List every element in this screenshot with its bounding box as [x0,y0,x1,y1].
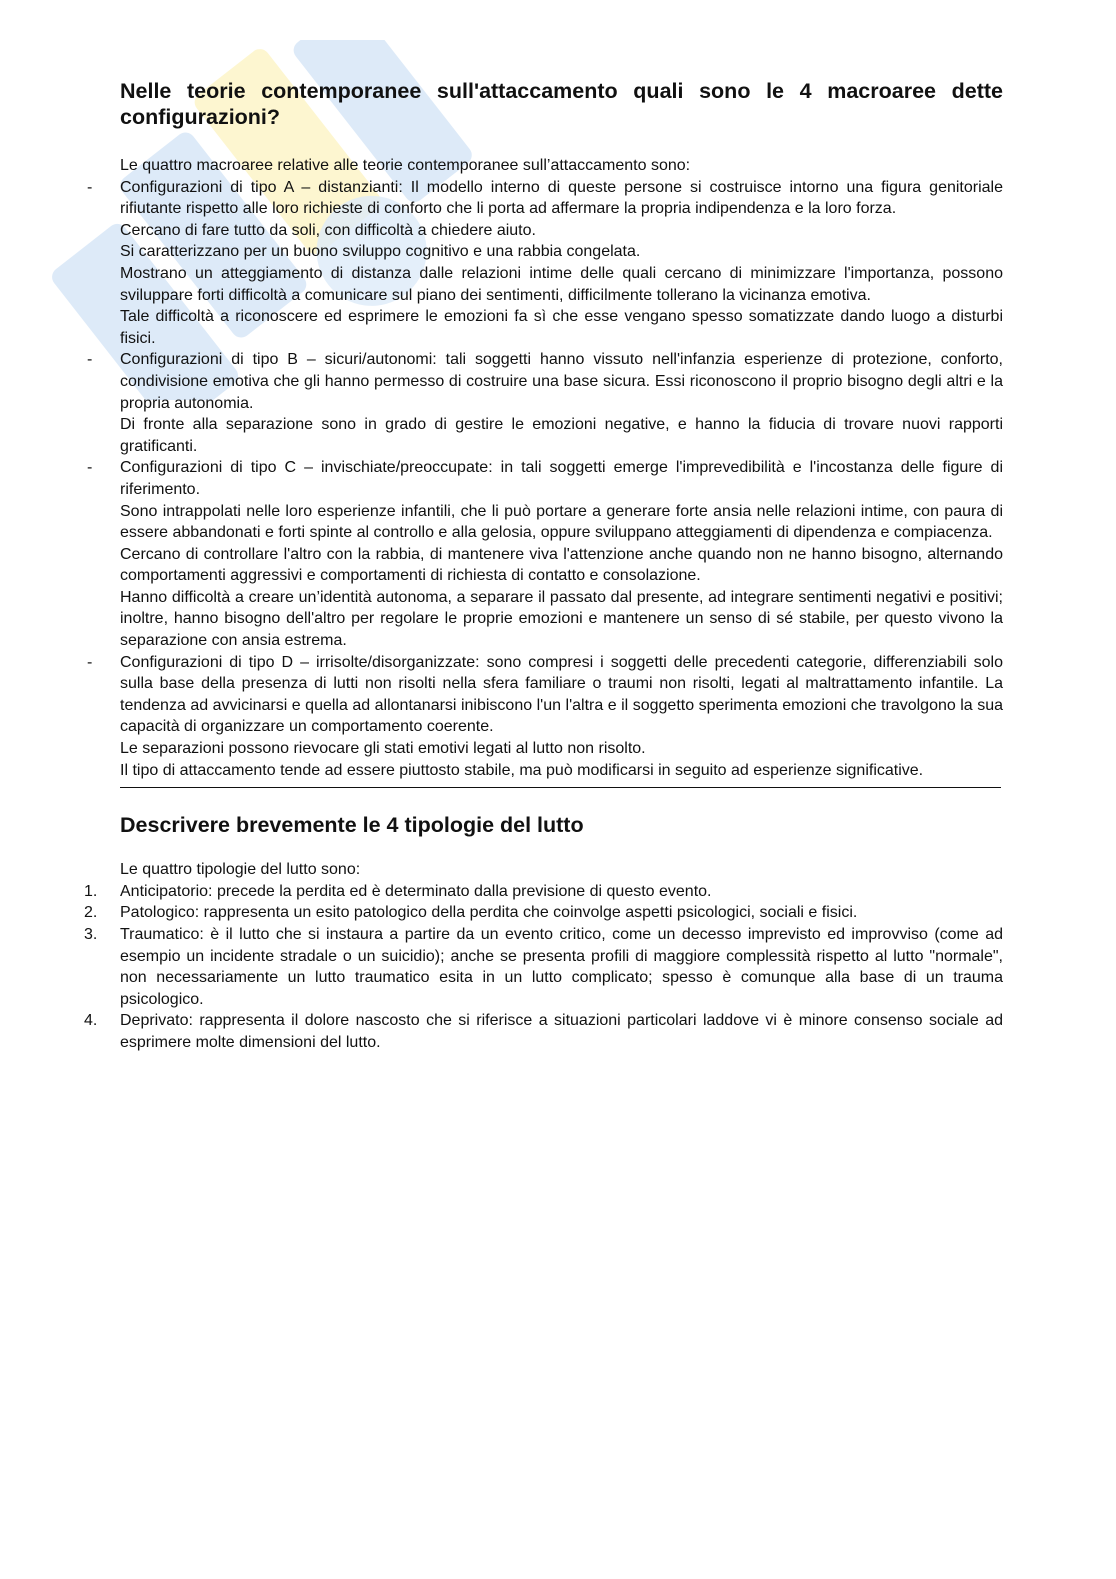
grief-types-list [84,881,1003,1054]
configuration-paragraph: Cercano di controllare l'altro con la rabbia, di mantenere viva l'attenzione anche quando non ne hanno bisogno, alternando comportamenti aggressivi e comportamenti di richiesta di contatto e consolazione. [120,545,1003,585]
configuration-paragraph: Tale difficoltà a riconoscere ed esprimere le emozioni fa sì che esse vengano spesso somatizzate dando luogo a disturbi fisici. [120,308,1003,347]
configuration-paragraph: Si caratterizzano per un buono sviluppo cognitivo e una rabbia congelata. [120,243,641,261]
configuration-paragraph: Sono intrappolati nelle loro esperienze infantili, che li può portare a generare forte ansia nelle relazioni intime, con paura di essere abbandonati e forti spinte al controllo e alla gelosia, oppure sviluppano atteggiamenti di dipendenza e compiacenza. [120,502,1003,542]
configuration-item [87,457,1003,651]
section-2-intro: Le quattro tipologie del lutto sono: [120,861,361,879]
question-1-title: Nelle teorie contemporanee sull'attaccamento quali sono le 4 macroaree dette configurazioni? [120,79,1003,129]
list-number: 4. [84,1012,98,1030]
configuration-paragraph: Cercano di fare tutto da soli, con difficoltà a chiedere aiuto. [120,221,536,239]
grief-type-text: Deprivato: rappresenta il dolore nascosto che si riferisce a situazioni particolari laddove vi è minore consenso sociale ad esprimere molte dimensioni del lutto. [120,1012,1003,1051]
grief-type-text: Traumatico: è il lutto che si instaura a partire da un evento critico, come un decesso imprevisto ed improvviso (come ad esempio un incidente stradale o un suicidio); anche se presenta profili di maggiore complessità rispetto al lutto "normale", non necessariamente un lutto traumatico esita in un lutto complicato; spesso è comunque alla base di un trauma psicologico. [120,926,1003,1008]
configuration-paragraph: Hanno difficoltà a creare un’identità autonoma, a separare il passato dal presente, ad integrare sentimenti negativi e positivi; inoltre, hanno bisogno dell'altro per regolare le proprie emozioni e mantenere un senso di sé stabile, per questo vivono la separazione con ansia estrema. [120,588,1003,650]
bullet-marker: - [87,178,93,196]
section-divider [120,787,1001,788]
configuration-paragraph: Configurazioni di tipo B – sicuri/autonomi: tali soggetti hanno vissuto nell'infanzia esperienze di protezione, conforto, condivisione emotiva che gli hanno permesso di costruire una base sicura. Essi riconoscono il proprio bisogno degli altri e la propria autonomia. [120,351,1003,412]
configuration-item [87,349,1003,457]
question-2-title: Descrivere brevemente le 4 tipologie del lutto [120,813,584,838]
configuration-paragraph: Configurazioni di tipo D – irrisolte/disorganizzate: sono compresi i soggetti delle precedenti categorie, differenziabili solo sulla base della presenza di lutti non risolti nella sfera familiare o traumi non risolti, legati al maltrattamento infantile. La tendenza ad avvicinarsi e quella ad allontanarsi inibiscono l'un l'altra e il soggetto sperimenta emozioni che travolgono la sua capacità di organizzare un comportamento coerente. [120,653,1003,736]
bullet-marker: - [87,653,93,671]
grief-type-item [84,902,1003,924]
grief-type-text: Anticipatorio: precede la perdita ed è determinato dalla previsione di questo evento. [120,882,712,900]
list-number: 3. [84,926,98,943]
configuration-paragraph: Il tipo di attaccamento tende ad essere piuttosto stabile, ma può modificarsi in seguito ad esperienze significative. [120,761,924,779]
configurations-list [87,177,1003,782]
grief-type-item [84,881,1003,903]
list-number: 1. [84,882,98,900]
grief-type-item [84,924,1003,1010]
configuration-paragraph: Le separazioni possono rievocare gli stati emotivi legati al lutto non risolto. [120,740,646,758]
grief-type-text: Patologico: rappresenta un esito patologico della perdita che coinvolge aspetti psicologici, sociali e fisici. [120,904,858,922]
configuration-item [87,177,1003,350]
bullet-marker: - [87,351,93,369]
list-number: 2. [84,904,98,922]
configuration-paragraph: Di fronte alla separazione sono in grado di gestire le emozioni negative, e hanno la fiducia di trovare nuovi rapporti gratificanti. [120,416,1003,455]
section-1-intro: Le quattro macroaree relative alle teorie contemporanee sull’attaccamento sono: [120,157,691,174]
configuration-paragraph: Configurazioni di tipo C – invischiate/preoccupate: in tali soggetti emerge l'imprevedibilità e l'incostanza delle figure di riferimento. [120,459,1003,498]
configuration-item [87,652,1003,782]
configuration-paragraph: Mostrano un atteggiamento di distanza dalle relazioni intime delle quali cercano di minimizzare l'importanza, possono sviluppare forti difficoltà a comunicare sul piano dei sentimenti, difficilmente tollerano la vicinanza emotiva. [120,264,1003,304]
grief-type-item [84,1010,1003,1053]
bullet-marker: - [87,459,93,477]
configuration-paragraph: Configurazioni di tipo A – distanzianti: Il modello interno di queste persone si costruisce intorno una figura genitoriale rifiutante rispetto alle loro richieste di conforto che li porta ad affermare la propria indipendenza e la loro forza. [120,178,1003,218]
document-content [84,78,1003,1054]
